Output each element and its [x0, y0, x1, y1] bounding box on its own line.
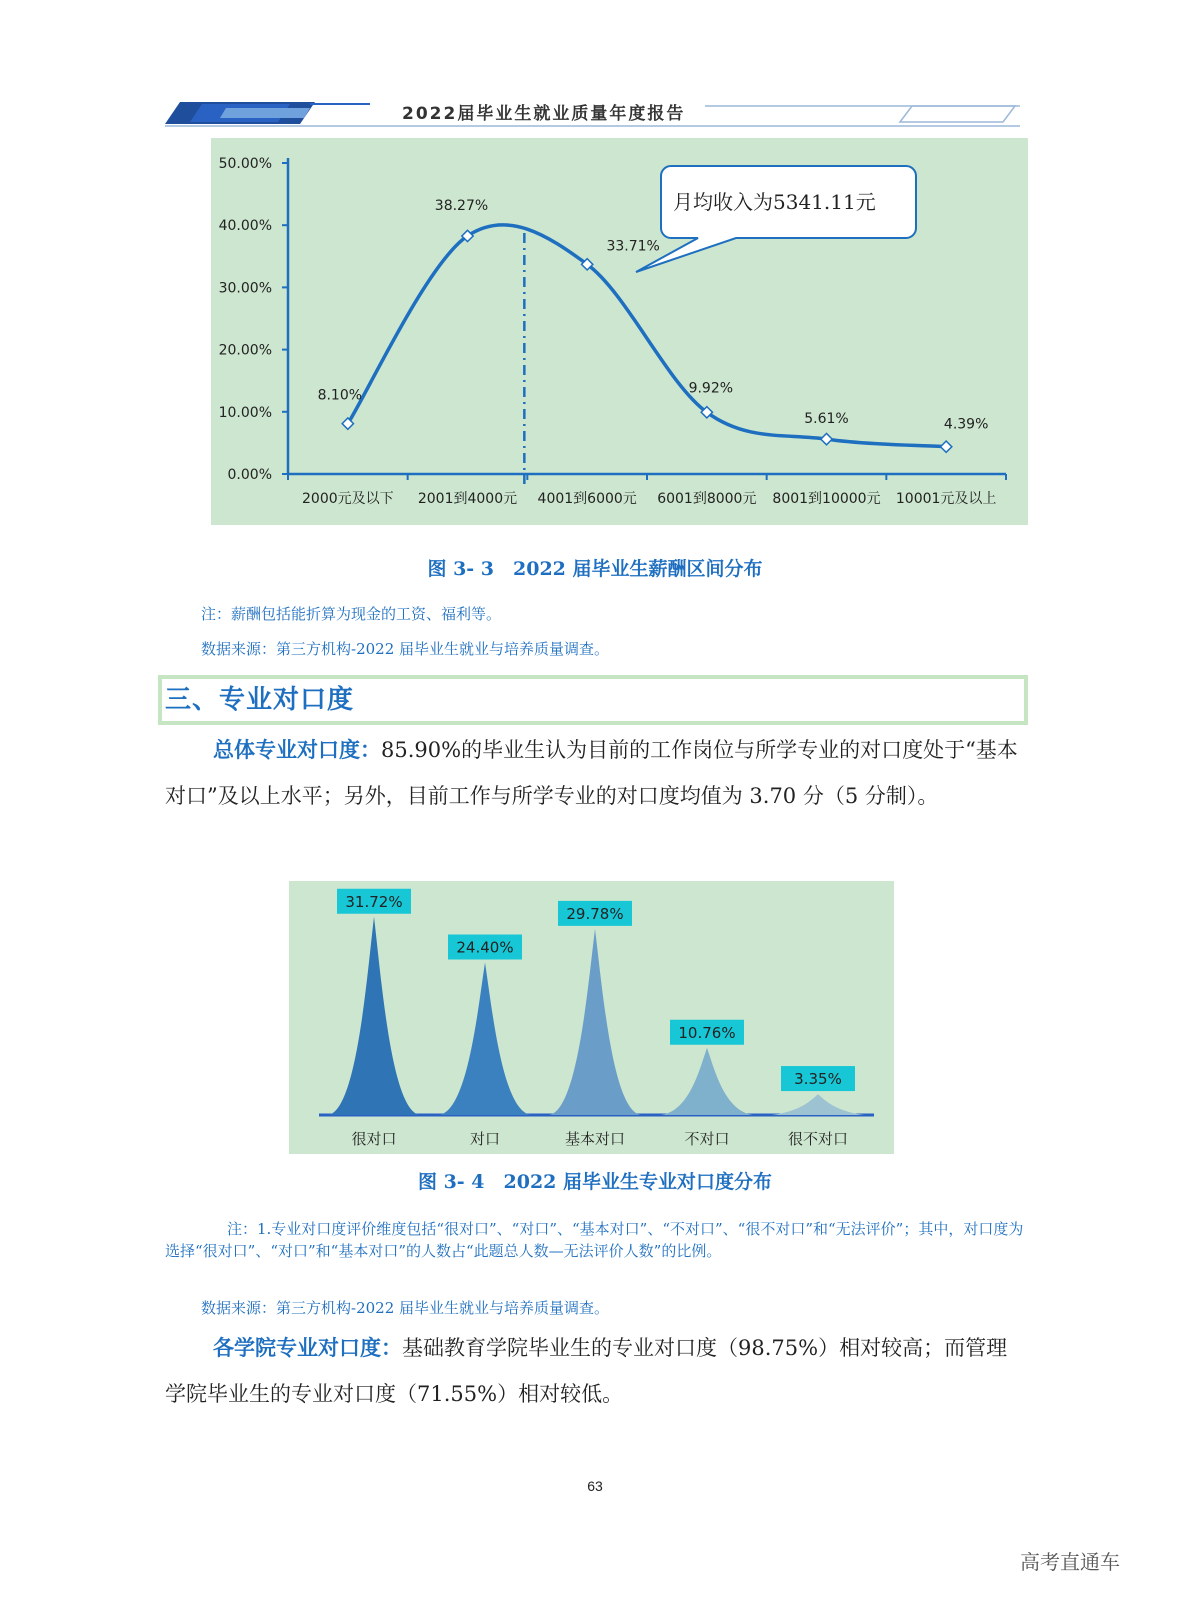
peak-value-label: 3.35%: [794, 1070, 842, 1089]
y-tick-label: 40.00%: [218, 218, 272, 235]
figure1-note: 注：薪酬包括能折算为现金的工资、福利等。: [201, 605, 502, 623]
data-label: 4.39%: [943, 416, 989, 433]
paragraph-overall-match: [165, 727, 1027, 819]
peak-value-label: 29.78%: [566, 904, 624, 923]
report-title: 2022届毕业生就业质量年度报告: [402, 104, 686, 124]
figure2-note: 注：1.专业对口度评价维度包括“很对口”、“对口”、“基本对口”、“不对口”、“很不对口”和“无法评价”；其中，对口度为选择“很对口”、“对口”和“基本对口”的人数占“此题总人数—无法评价人数”的比例。: [165, 1220, 1024, 1260]
salary-line-chart: [211, 138, 1028, 525]
peak-shape: [549, 929, 641, 1115]
data-label: 9.92%: [688, 380, 734, 397]
paragraph-text: 85.90%的毕业生认为目前的工作岗位与所学专业的对口度处于“基本对口”及以上水平；另外，目前工作与所学专业的对口度均值为 3.70 分（5 分制）。: [165, 738, 1018, 808]
category-label: 不对口: [684, 1130, 730, 1148]
data-point: [941, 441, 952, 452]
peak-value-label: 24.40%: [456, 938, 514, 957]
category-label: 很不对口: [787, 1130, 849, 1148]
y-tick-label: 10.00%: [218, 404, 272, 421]
y-tick-label: 0.00%: [227, 467, 272, 483]
major-match-area-chart: [289, 881, 894, 1154]
x-tick-label: 4001到6000元: [537, 491, 637, 507]
mean-callout-box: [636, 166, 916, 272]
x-tick-label: 8001到10000元: [772, 491, 881, 507]
category-label: 很对口: [351, 1130, 397, 1148]
figure2-caption: 图 3- 4 2022 届毕业生专业对口度分布: [417, 1171, 773, 1193]
data-label: 33.71%: [606, 238, 660, 255]
data-point: [821, 433, 832, 444]
mean-callout-text: 月均收入为5341.11元: [673, 190, 876, 214]
x-tick-label: 2000元及以下: [302, 491, 394, 507]
paragraph-lead: 总体专业对口度：: [213, 738, 381, 762]
paragraph-college-match: [165, 1325, 1027, 1417]
paragraph-lead: 各学院专业对口度：: [213, 1336, 402, 1360]
y-tick-label: 30.00%: [218, 280, 272, 297]
peak-shape: [661, 1048, 753, 1115]
x-tick-label: 2001到4000元: [417, 491, 518, 507]
category-label: 对口: [469, 1130, 501, 1148]
data-label: 38.27%: [434, 197, 489, 214]
y-tick-label: 50.00%: [218, 156, 272, 172]
data-label: 8.10%: [317, 387, 363, 404]
section-title: 三、专业对口度: [165, 685, 355, 715]
peak-shape: [328, 917, 420, 1115]
watermark: 高考直通车: [1020, 1550, 1120, 1574]
peak-shape: [772, 1094, 864, 1115]
figure1-source: 数据来源：第三方机构-2022 届毕业生就业与培养质量调查。: [201, 640, 610, 658]
peak-value-label: 10.76%: [678, 1023, 736, 1042]
page-number: 63: [587, 1478, 603, 1494]
peak-shape: [439, 963, 531, 1116]
figure2-source: 数据来源：第三方机构-2022 届毕业生就业与培养质量调查。: [201, 1299, 610, 1317]
peak-value-label: 31.72%: [345, 892, 403, 911]
salary-series-line: [348, 225, 946, 447]
x-tick-label: 10001元及以上: [895, 491, 997, 507]
x-tick-label: 6001到8000元: [657, 491, 757, 507]
figure1-caption: 图 3- 3 2022 届毕业生薪酬区间分布: [427, 558, 763, 580]
data-label: 5.61%: [804, 411, 849, 428]
category-label: 基本对口: [564, 1130, 626, 1148]
paragraph-text: 基础教育学院毕业生的专业对口度（98.75%）相对较高；而管理学院毕业生的专业对口度（71.55%）相对较低。: [165, 1336, 1008, 1406]
y-tick-label: 20.00%: [218, 342, 272, 359]
